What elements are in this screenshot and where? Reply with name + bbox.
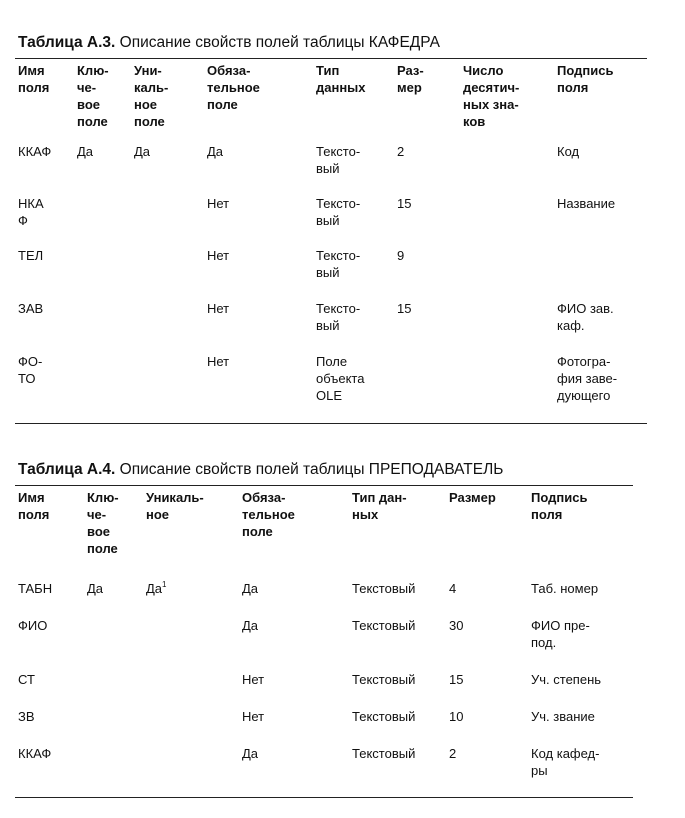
table-a3-header-decimals: Число десятич- ных зна- ков: [463, 63, 520, 129]
table-a3-row3-name: ТЕЛ: [18, 248, 44, 263]
table-a4-row5-required: Да: [242, 746, 259, 761]
table-a3-row1-caption: Код: [557, 144, 580, 159]
table-a3-row4-caption: ФИО зав. каф.: [557, 301, 614, 333]
table-a4-caption-number: Таблица А.4.: [18, 461, 116, 478]
table-a3-row3-required: Нет: [207, 248, 230, 263]
table-a4-header-type: Тип дан- ных: [352, 490, 407, 522]
table-a4-header-caption: Подпись поля: [531, 490, 588, 522]
table-a4-row5-caption: Код кафед- ры: [531, 746, 600, 778]
table-a4-top-rule: [15, 485, 633, 486]
table-a3-caption-text: Описание свойств полей таблицы КАФЕДРА: [115, 34, 440, 51]
table-a4-row3-caption: Уч. степень: [531, 672, 602, 687]
table-a4-row1-caption: Таб. номер: [531, 581, 599, 596]
table-a4-row2-caption: ФИО пре- под.: [531, 618, 590, 650]
table-a3-row5-name: ФО- ТО: [18, 354, 43, 386]
table-a3-row4-required: Нет: [207, 301, 230, 316]
table-a4-row1-name: ТАБН: [18, 581, 53, 596]
table-a3-row3-size: 9: [397, 248, 405, 263]
table-a3-bottom-rule: [15, 423, 647, 424]
table-a4-row5-name: ККАФ: [18, 746, 52, 761]
table-a3-caption-number: Таблица А.3.: [18, 34, 116, 51]
table-a4-row2-required: Да: [242, 618, 259, 633]
table-a4-row3-size: 15: [449, 672, 464, 687]
table-a3-row1-size: 2: [397, 144, 405, 159]
table-a3-row2-type: Тексто- вый: [316, 196, 361, 228]
table-a3-top-rule: [15, 58, 647, 59]
table-a4-caption-text: Описание свойств полей таблицы ПРЕПОДАВАТЕЛЬ: [115, 461, 504, 478]
table-a3-row2-name: НКА Ф: [18, 196, 44, 228]
table-a4-row4-required: Нет: [242, 709, 265, 724]
table-a3-row2-required: Нет: [207, 196, 230, 211]
table-a3-row3-type: Тексто- вый: [316, 248, 361, 280]
table-a4-header-size: Размер: [449, 490, 496, 505]
table-a4-row1-required: Да: [242, 581, 259, 596]
table-a3-row5-required: Нет: [207, 354, 230, 369]
table-a4-row5-size: 2: [449, 746, 457, 761]
table-a4-row2-name: ФИО: [18, 618, 48, 633]
table-a3-row1-key: Да: [77, 144, 94, 159]
table-a4-row1-size: 4: [449, 581, 457, 596]
table-a3-row4-type: Тексто- вый: [316, 301, 361, 333]
table-a3-row4-size: 15: [397, 301, 412, 316]
table-a3-caption: [18, 34, 440, 52]
table-a3-row1-name: ККАФ: [18, 144, 52, 159]
table-a3-header-caption: Подпись поля: [557, 63, 614, 95]
table-a4-row1-unique-text: Да: [146, 581, 163, 596]
table-a3-row5-type: Поле объекта OLE: [316, 354, 365, 403]
table-a3-row1-type: Тексто- вый: [316, 144, 361, 176]
table-a3-row1-required: Да: [207, 144, 224, 159]
table-a4-header-key: Клю- че- вое поле: [87, 490, 119, 556]
table-a4-row3-name: СТ: [18, 672, 35, 687]
table-a4-row2-size: 30: [449, 618, 464, 633]
table-a3-header-required: Обяза- тельное поле: [207, 63, 260, 112]
table-a4-row3-type: Текстовый: [352, 672, 416, 687]
table-a4-row1-key: Да: [87, 581, 104, 596]
table-a4-row3-required: Нет: [242, 672, 265, 687]
table-a3-header-key: Клю- че- вое поле: [77, 63, 109, 129]
table-a4-row4-caption: Уч. звание: [531, 709, 595, 724]
table-a4-header-unique: Уникаль- ное: [146, 490, 204, 522]
table-a3-row2-caption: Название: [557, 196, 616, 211]
table-a3-row4-name: ЗАВ: [18, 301, 44, 316]
table-a4-row4-name: ЗВ: [18, 709, 35, 724]
table-a3-header-size: Раз- мер: [397, 63, 424, 95]
footnote-mark: 1: [162, 580, 167, 589]
table-a4-header-required: Обяза- тельное поле: [242, 490, 295, 539]
table-a4-header-name: Имя поля: [18, 490, 50, 522]
table-a3-header-type: Тип данных: [316, 63, 366, 95]
table-a3-row1-unique: Да: [134, 144, 151, 159]
table-a3-row5-caption: Фотогра- фия заве- дующего: [557, 354, 618, 403]
table-a3-row2-size: 15: [397, 196, 412, 211]
table-a4-row1-unique: [146, 580, 167, 597]
table-a4-row4-size: 10: [449, 709, 464, 724]
table-a4-row5-type: Текстовый: [352, 746, 416, 761]
table-a4-row1-type: Текстовый: [352, 581, 416, 596]
table-a4-caption: [18, 461, 503, 479]
table-a3-header-name: Имя поля: [18, 63, 50, 95]
table-a4-row2-type: Текстовый: [352, 618, 416, 633]
table-a4-bottom-rule: [15, 797, 633, 798]
table-a4-row4-type: Текстовый: [352, 709, 416, 724]
table-a3-header-unique: Уни- каль- ное поле: [134, 63, 169, 129]
